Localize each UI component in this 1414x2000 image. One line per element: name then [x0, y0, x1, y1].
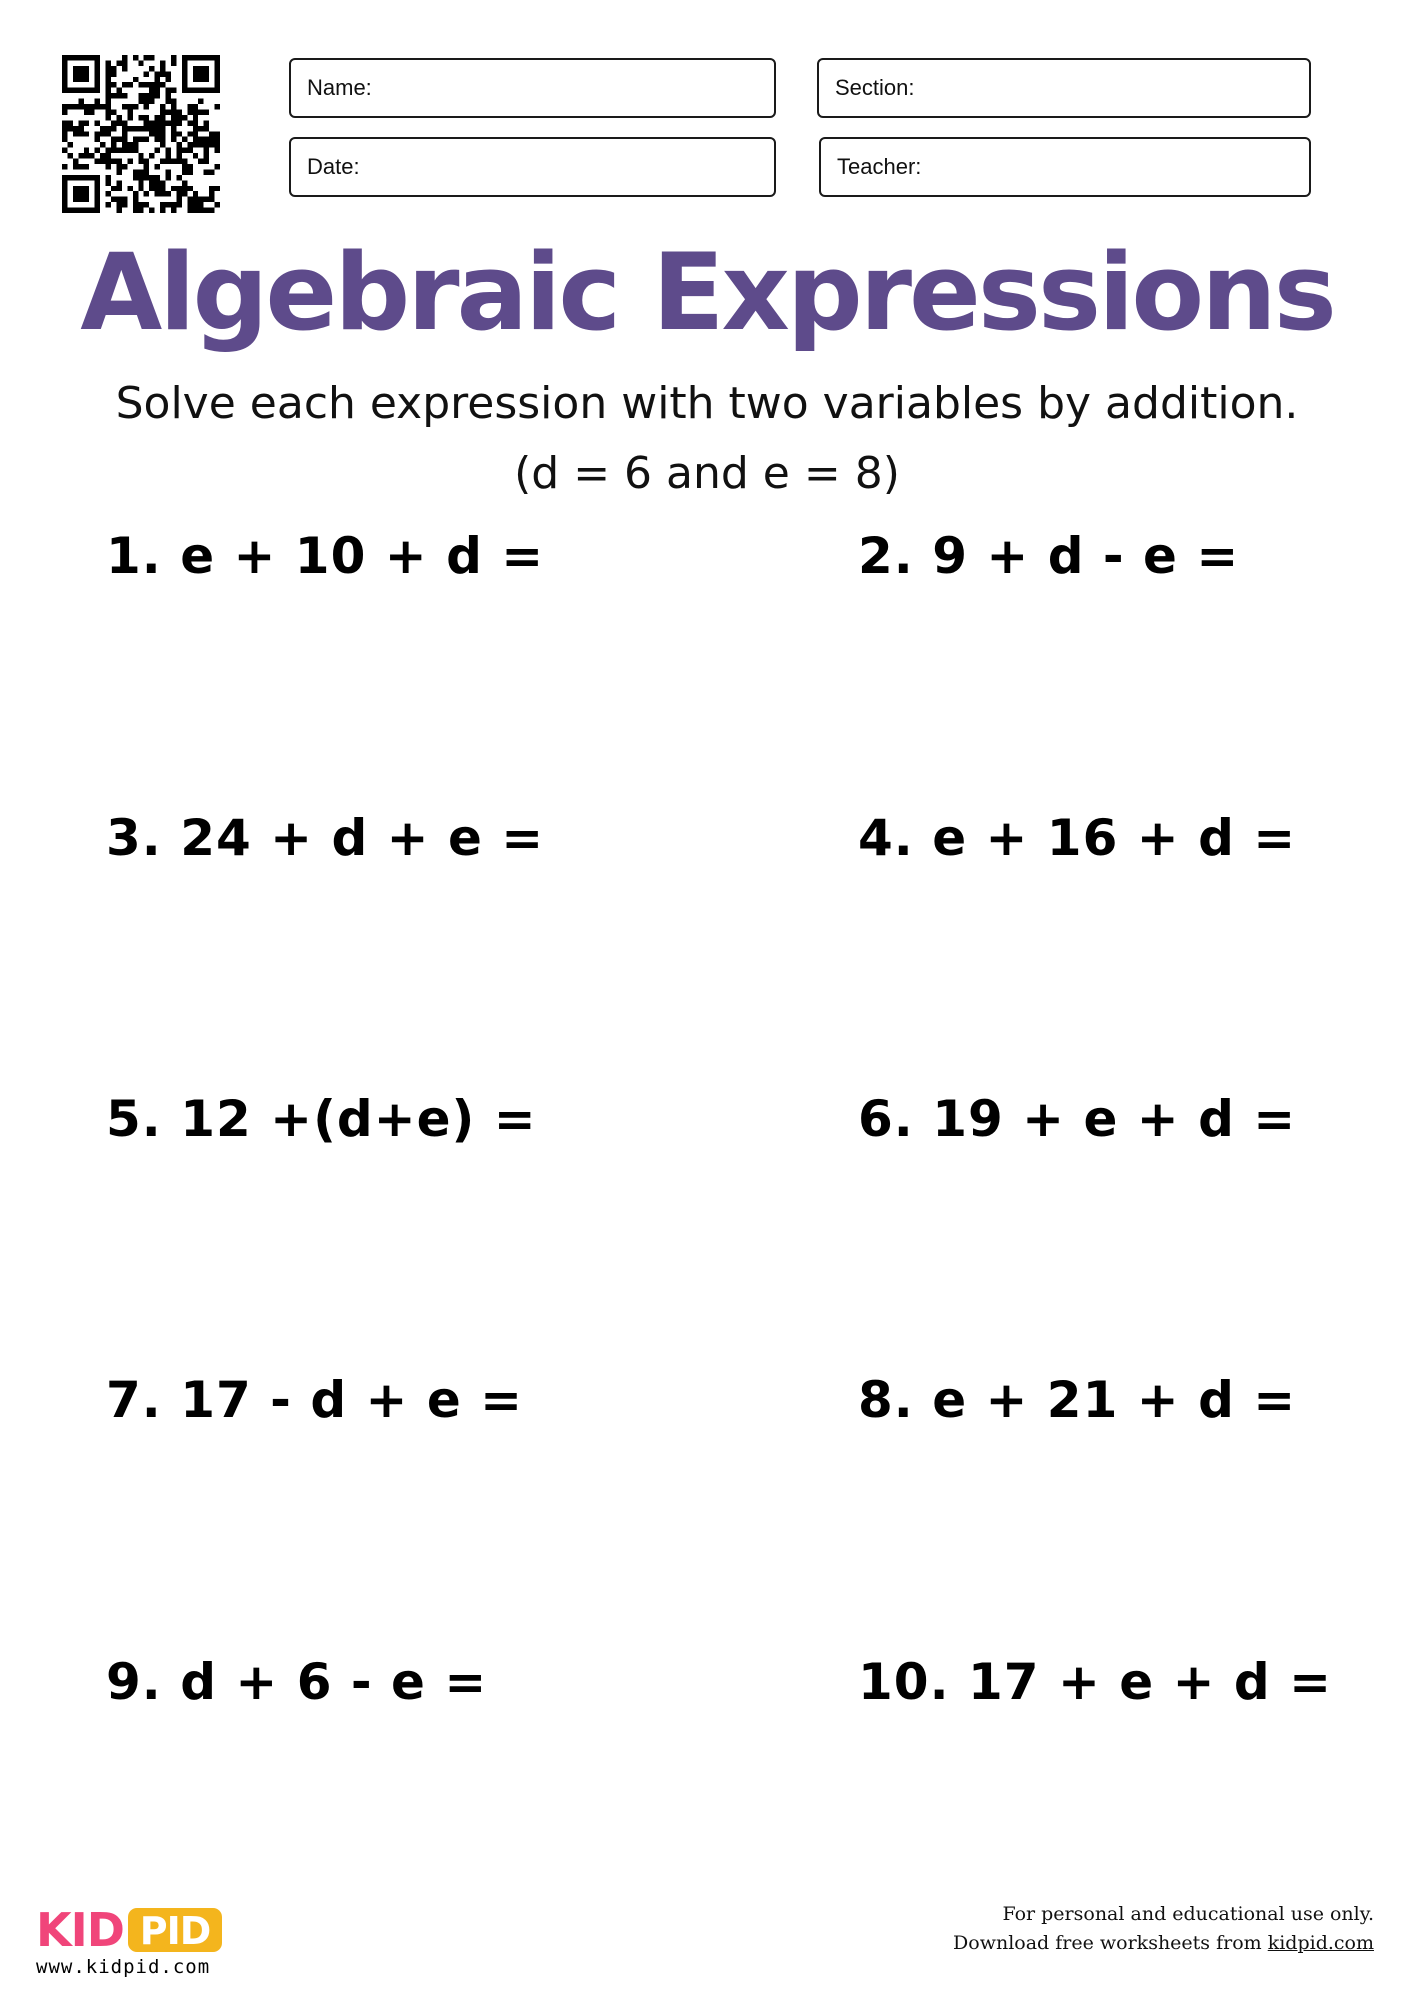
- problem-3: 3. 24 + d + e =: [106, 809, 545, 867]
- name-field[interactable]: Name:: [289, 58, 776, 118]
- footer-usage-note: For personal and educational use only.: [1002, 1903, 1374, 1925]
- problem-8: 8. e + 21 + d =: [858, 1371, 1297, 1429]
- problem-2: 2. 9 + d - e =: [858, 527, 1240, 585]
- date-field[interactable]: Date:: [289, 137, 776, 197]
- problem-10: 10. 17 + e + d =: [858, 1653, 1332, 1711]
- problem-1: 1. e + 10 + d =: [106, 527, 545, 585]
- logo-url: www.kidpid.com: [36, 1956, 211, 1978]
- svg-text:PID: PID: [139, 1909, 211, 1953]
- problem-9: 9. d + 6 - e =: [106, 1653, 488, 1711]
- qr-code: [62, 55, 220, 213]
- svg-text:KID: KID: [36, 1903, 124, 1957]
- footer-download-text: Download free worksheets from: [953, 1932, 1268, 1954]
- problem-4: 4. e + 16 + d =: [858, 809, 1297, 867]
- problem-6: 6. 19 + e + d =: [858, 1090, 1297, 1148]
- problem-5: 5. 12 +(d+e) =: [106, 1090, 537, 1148]
- kidpid-logo: [36, 1900, 226, 1958]
- teacher-field[interactable]: Teacher:: [819, 137, 1311, 197]
- footer-link[interactable]: kidpid.com: [1267, 1932, 1374, 1954]
- section-field[interactable]: Section:: [817, 58, 1311, 118]
- page-title: Algebraic Expressions: [80, 231, 1334, 354]
- problem-7: 7. 17 - d + e =: [106, 1371, 524, 1429]
- instructions-line-1: Solve each expression with two variables by addition.: [115, 378, 1299, 429]
- instructions-line-2: (d = 6 and e = 8): [514, 448, 900, 499]
- footer-download-note: [953, 1932, 1374, 1954]
